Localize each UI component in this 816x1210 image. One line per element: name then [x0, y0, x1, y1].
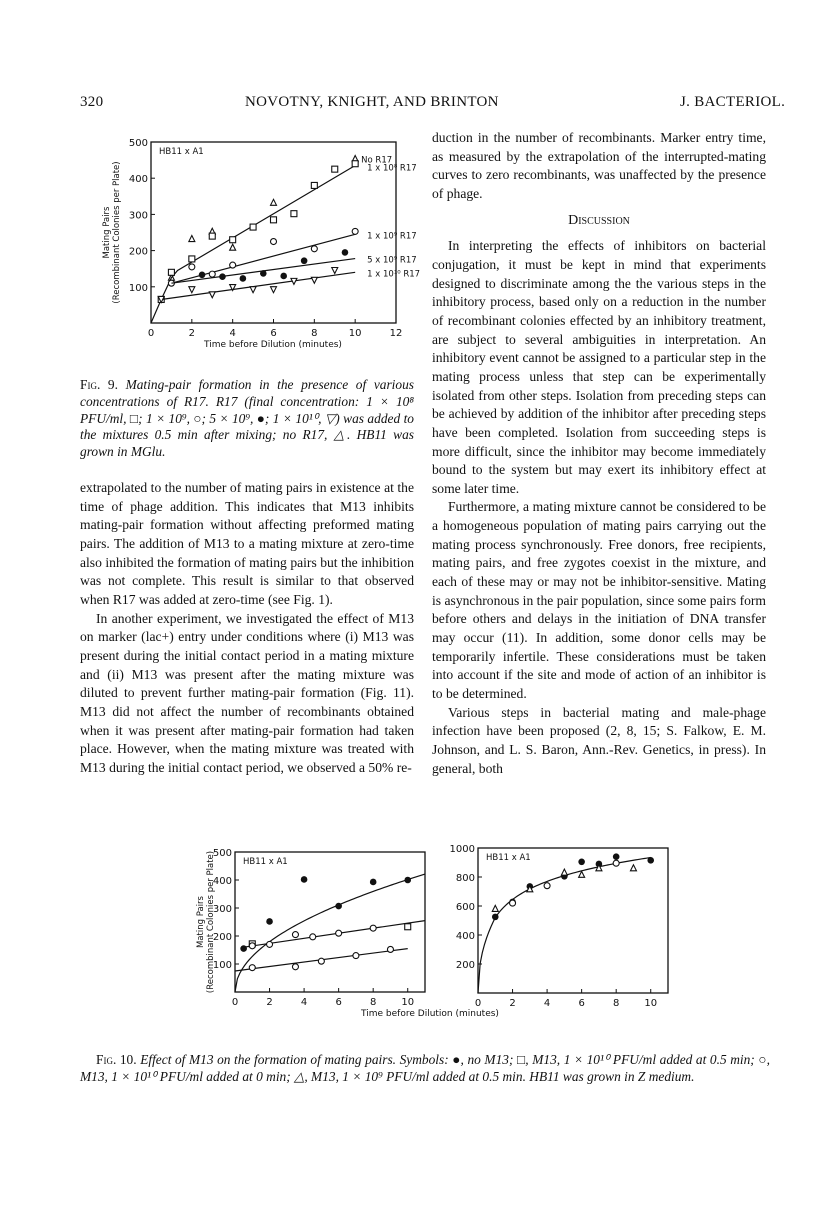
y-axis-label-units: (Recombinant Colonies per Plate) — [112, 161, 122, 304]
plot-frame — [235, 852, 425, 992]
x-tick-label: 2 — [266, 997, 273, 1008]
fit-line — [161, 272, 355, 299]
y-tick-label: 200 — [212, 932, 232, 943]
x-tick-label: 0 — [474, 998, 482, 1009]
open-circle-point — [370, 925, 376, 931]
right-column — [432, 129, 766, 778]
plot-title: HB11 x A1 — [243, 857, 288, 867]
inverted-triangle-point — [209, 292, 215, 298]
figure-10-caption — [80, 1052, 770, 1086]
y-tick-label: 200 — [128, 246, 148, 258]
series-label: 1 x 10⁸ R17 — [367, 163, 417, 174]
open-circle-point — [336, 930, 342, 936]
open-circle-point — [510, 900, 516, 906]
x-tick-label: 6 — [578, 998, 585, 1009]
x-tick-label: 10 — [644, 998, 658, 1009]
inverted-triangle-point — [291, 278, 297, 284]
triangle-point — [271, 199, 277, 205]
open-circle-point — [292, 964, 298, 970]
y-tick-label: 100 — [212, 960, 232, 971]
square-point — [230, 237, 236, 243]
y-tick-label: 500 — [212, 848, 232, 859]
x-tick-label: 0 — [231, 997, 239, 1008]
filled-circle-point — [335, 903, 342, 910]
plot-frame — [478, 848, 668, 993]
plot-title: HB11 x A1 — [486, 853, 531, 863]
x-axis-label: Time before Dilution (minutes) — [361, 1009, 499, 1019]
filled-circle-point — [240, 275, 247, 282]
x-tick-label: 10 — [348, 328, 362, 339]
plot-title: HB11 x A1 — [159, 147, 204, 157]
filled-circle-point — [404, 877, 411, 884]
x-axis-label: Time before Dilution (minutes) — [204, 340, 342, 350]
y-axis-label: Mating Pairs — [196, 896, 206, 948]
triangle-point — [230, 244, 236, 250]
series-label: 5 x 10⁹ R17 — [367, 255, 417, 266]
open-circle-point — [310, 934, 316, 940]
series-label: 1 x 10⁹ R17 — [367, 231, 417, 242]
section-heading-discussion: Discussion — [568, 212, 630, 228]
x-tick-label: 8 — [369, 997, 377, 1008]
open-circle-point — [544, 883, 550, 889]
paragraph: Various steps in bacterial mating and male-phage infection have been proposed (2, 8, 15; S. Falkow, E. M. Johnson, and L. S. Baron, Ann.-Rev. Genetics, in press). In general, both — [432, 704, 766, 776]
square-point — [189, 256, 195, 262]
open-circle-point — [352, 228, 358, 234]
y-tick-label: 1000 — [449, 844, 475, 855]
paragraph: extrapolated to the number of mating pairs in existence at the time of phage addition. This indicates that M13 inhibits mating-pair formation without affecting preformed mating pairs. The addition of M13 to a mating mixture at zero-time also inhibited the formation of mating pairs but the inhibition was not complete. This result is similar to that observed when R17 was added at zero-time (see Fig. 1). — [80, 480, 414, 607]
left-column — [80, 479, 414, 778]
square-point — [291, 211, 297, 217]
filled-circle-point — [301, 257, 308, 264]
filled-circle-point — [342, 249, 349, 256]
paragraph: Furthermore, a mating mixture cannot be considered to be a homogeneous population of mating pairs carrying out the mating process synchronously. Free donors, free recipients, mating pairs, and free zygotes coexist in the mixture, and each of these may or may not be inhibitor-sensitive. Mating is asynchronous in the pair population, since some pairs form before others and delays in the initiation of DNA transfer may occur (11). In addition, some donor cells may be temporarily infertile. These considerations must be taken into account if the site and mode of action of an inhibitor is to be determined. — [432, 499, 766, 702]
open-circle-point — [189, 264, 195, 270]
running-head-journal: J. BACTERIOL. — [680, 94, 786, 110]
x-tick-label: 10 — [401, 997, 415, 1008]
square-point — [250, 224, 256, 230]
filled-circle-point — [613, 853, 620, 860]
y-tick-label: 400 — [455, 931, 475, 942]
figure-10-chart — [190, 840, 690, 1055]
filled-circle-point — [647, 857, 654, 864]
inverted-triangle-point — [189, 287, 195, 293]
triangle-point — [561, 869, 567, 875]
open-circle-point — [249, 965, 255, 971]
triangle-point — [630, 865, 636, 871]
y-tick-label: 600 — [455, 902, 475, 913]
filled-circle-point — [492, 914, 499, 921]
page-number: 320 — [80, 94, 104, 110]
filled-circle-point — [199, 272, 206, 279]
figure-9-caption — [80, 377, 414, 461]
paragraph: In another experiment, we investigated the effect of M13 on marker (lac+) entry under conditions where (i) M13 was present during the initial contact period in a mating mixture and (ii) M13 was present after the mating mixture was diluted to prevent further mating-pair formation (Fig. 11). M13 did not affect the number of recombinants obtained when it was present after mating-pair formation had taken place. However, when the mating mixture was treated with M13 during the initial contact period, we observed a 50% re- — [80, 610, 414, 775]
x-tick-label: 4 — [229, 328, 236, 339]
square-point — [271, 217, 277, 223]
open-circle-point — [271, 239, 277, 245]
triangle-point — [579, 871, 585, 877]
paragraph: In interpreting the effects of inhibitors on bacterial conjugation, it must be kept in mind that experiments designed to discriminate among the the various steps in the inhibitory process, based only on a reduction in the number of recombinant colonies effected by an inhibitory treatment, are subject to several ambiguities in interpretation. An inhibitory event cannot be assigned to a particular step in the mating process unless that step can be experimentally isolated from other steps. Isolation from preceding steps can be achieved by addition of the inhibitor after preceding steps have been completed. Isolation from succeeding steps is more difficult, since the inhibitor may become immediately bound to the system but may exert its inhibitory effect at some later time. — [432, 238, 766, 496]
open-circle-point — [292, 932, 298, 938]
x-tick-label: 8 — [311, 328, 318, 339]
x-tick-label: 4 — [543, 998, 551, 1009]
filled-circle-point — [370, 879, 377, 886]
y-tick-label: 100 — [128, 282, 148, 294]
x-tick-label: 4 — [300, 997, 308, 1008]
x-tick-label: 8 — [612, 998, 620, 1009]
inverted-triangle-point — [311, 277, 317, 283]
series-label: No R17 — [361, 155, 393, 166]
y-tick-label: 400 — [128, 174, 148, 186]
square-point — [311, 182, 317, 188]
figure-9-caption-text: Mating-pair formation in the presence of various concentrations of R17. R17 (final concentration: 1 × 10⁸ PFU/ml, □; 1 × 10⁹, ○; 5 × 10⁹, ●; 1 × 10¹⁰, ▽) was added to the mixtures 0.5 min after mixing; no R17, △. HB11 was grown in MGlu. — [80, 377, 414, 460]
filled-circle-point — [578, 858, 585, 865]
filled-circle-point — [260, 270, 267, 277]
square-point — [168, 269, 174, 275]
x-tick-label: 0 — [147, 328, 155, 339]
figure-9-label: Fig. 9. — [80, 377, 118, 392]
inverted-triangle-point — [271, 287, 277, 293]
open-circle-point — [613, 860, 619, 866]
open-circle-point — [387, 946, 393, 952]
open-circle-point — [311, 246, 317, 252]
filled-circle-point — [280, 273, 287, 280]
y-tick-label: 200 — [455, 960, 475, 971]
open-circle-point — [209, 271, 215, 277]
fit-curve — [235, 874, 425, 992]
filled-circle-point — [266, 918, 273, 925]
y-tick-label: 300 — [128, 210, 148, 222]
y-tick-label: 400 — [212, 876, 232, 887]
open-circle-point — [249, 943, 255, 949]
open-circle-point — [230, 262, 236, 268]
open-circle-point — [267, 941, 273, 947]
series-label: 1 x 10¹⁰ R17 — [367, 269, 420, 280]
x-tick-label: 6 — [335, 997, 342, 1008]
triangle-point — [189, 236, 195, 242]
open-circle-point — [318, 958, 324, 964]
x-tick-label: 6 — [270, 328, 277, 339]
square-point — [405, 924, 411, 930]
x-tick-label: 12 — [389, 328, 403, 339]
y-tick-label: 500 — [128, 138, 148, 149]
x-tick-label: 2 — [509, 998, 516, 1009]
figure-9-chart — [80, 130, 420, 350]
square-point — [209, 233, 215, 239]
open-circle-point — [353, 953, 359, 959]
square-point — [332, 166, 338, 172]
inverted-triangle-point — [332, 268, 338, 274]
fit-line — [151, 166, 355, 323]
y-tick-label: 800 — [455, 873, 475, 884]
paragraph: duction in the number of recombinants. Marker entry time, as measured by the extrapolation of the interrupted-mating curves to zero recombinants, was unaffected by the presence of phage. — [432, 130, 766, 201]
y-tick-label: 300 — [212, 904, 232, 915]
triangle-point — [492, 905, 498, 911]
running-head-authors: NOVOTNY, KNIGHT, AND BRINTON — [245, 94, 499, 110]
y-axis-label: Mating Pairs — [102, 206, 112, 259]
filled-circle-point — [301, 876, 308, 883]
square-point — [352, 161, 358, 167]
inverted-triangle-point — [250, 287, 256, 293]
x-tick-label: 2 — [188, 328, 196, 339]
figure-10-label: Fig. 10. — [96, 1052, 137, 1067]
figure-10-caption-text: Effect of M13 on the formation of mating pairs. Symbols: ●, no M13; □, M13, 1 × 10¹⁰ PFU/ml added at 0.5 min; ○, M13, 1 × 10¹⁰ PFU/ml added at 0 min; △, M13, 1 × 10⁹ PFU/ml added at 0.5 min. HB11 was grown in Z medium. — [80, 1052, 770, 1084]
filled-circle-point — [219, 273, 226, 280]
y-axis-label-units: (Recombinant Colonies per Plate) — [206, 850, 216, 994]
